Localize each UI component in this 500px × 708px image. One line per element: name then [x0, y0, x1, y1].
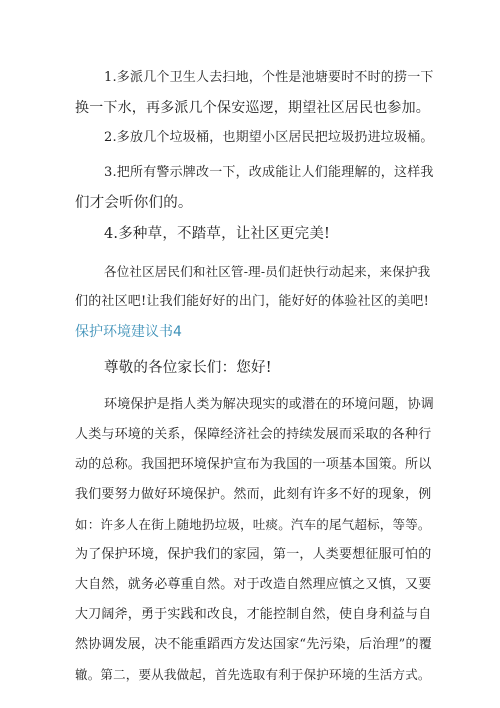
section-heading: 保护环境建议书4: [75, 324, 182, 340]
text-line: 换一下水，再多派几个保安巡逻，期望社区居民也参加。: [75, 100, 430, 116]
text-line: 们才会听你们的。: [75, 195, 193, 211]
text-line: 我们要努力做好环境保护。然而，此刻有许多不好的现象，例: [75, 487, 432, 502]
text-line: 尊敬的各位家长们：您好!: [104, 360, 272, 376]
text-line: 们的社区吧!让我们能好好的出门，能好好的体验社区的美吧!: [75, 294, 430, 309]
text-line: 环境保护是指人类为解决现实的或潜在的环境问题，协调: [104, 397, 435, 412]
paragraph-suggestion-3: [75, 158, 435, 218]
text-line: 2.多放几个垃圾桶，也期望小区居民把垃圾扔进垃圾桶。: [104, 130, 434, 145]
text-line: 辙。第二，要从我做起，首先选取有利于保护环境的生活方式。: [75, 667, 431, 682]
text-line: 为了保护环境，保护我们的家园，第一，人类要想征服可怕的: [75, 547, 432, 562]
paragraph-call-to-action: [75, 257, 435, 317]
paragraph-body: [75, 390, 435, 690]
text-line: 如：许多人在街上随地扔垃圾，吐痰。汽车的尾气超标，等等。: [75, 517, 431, 532]
text-line: 大自然，就务必尊重自然。对于改造自然理应慎之又慎，又要: [75, 577, 432, 592]
text-line: 大刀阔斧，勇于实践和改良，才能控制自然，使自身利益与自: [75, 607, 432, 622]
text-line: 动的总称。我国把环境保护宣布为我国的一项基本国策。所以: [75, 457, 432, 472]
paragraph-suggestion-4: [75, 219, 435, 249]
text-line: 1.多派几个卫生人去扫地，个性是池塘要时不时的捞一下: [104, 70, 434, 85]
text-line: 人类与环境的关系，保障经济社会的持续发展而采取的各种行: [75, 427, 432, 442]
greeting: [75, 353, 435, 383]
text-line: 然协调发展，决不能重蹈西方发达国家“先污染，后治理”的覆: [75, 637, 432, 652]
text-line: 3.把所有警示牌改一下，改成能让人们能理解的，这样我: [104, 165, 434, 180]
paragraph-suggestion-1: [75, 63, 435, 123]
text-line: 各位社区居民们和社区管-理-员们赶快行动起来，来保护我: [104, 264, 431, 279]
text-line: 4.多种草，不踏草，让社区更完美!: [104, 226, 331, 242]
paragraph-suggestion-2: [75, 123, 435, 153]
